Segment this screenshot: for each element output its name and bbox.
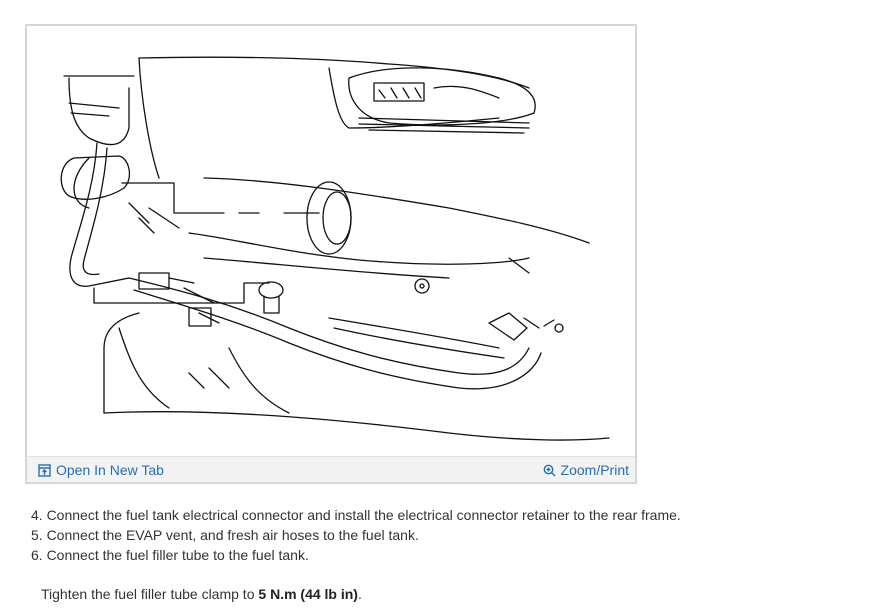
open-in-new-tab-label: Open In New Tab [56, 462, 164, 478]
torque-note [41, 585, 362, 603]
figure-container [25, 24, 637, 484]
step-5: 5. Connect the EVAP vent, and fresh air hoses to the fuel tank. [31, 527, 419, 543]
torque-value: 5 N.m (44 lb in) [258, 586, 358, 602]
step-6: 6. Connect the fuel filler tube to the fuel tank. [31, 547, 309, 563]
figure-footer [27, 456, 635, 482]
torque-note-suffix: . [357, 586, 362, 602]
zoom-print-link[interactable] [543, 462, 629, 478]
zoom-icon [543, 464, 556, 477]
zoom-print-label: Zoom/Print [560, 462, 629, 478]
fuel-tank-diagram [29, 28, 633, 458]
open-in-new-tab-link[interactable] [38, 462, 164, 478]
torque-note-prefix: Tighten the fuel filler tube clamp to [41, 586, 259, 602]
instruction-steps [31, 505, 681, 565]
step-4: 4. Connect the fuel tank electrical connector and install the electrical connector retainer to the rear frame. [31, 507, 681, 523]
open-tab-icon [38, 464, 51, 477]
